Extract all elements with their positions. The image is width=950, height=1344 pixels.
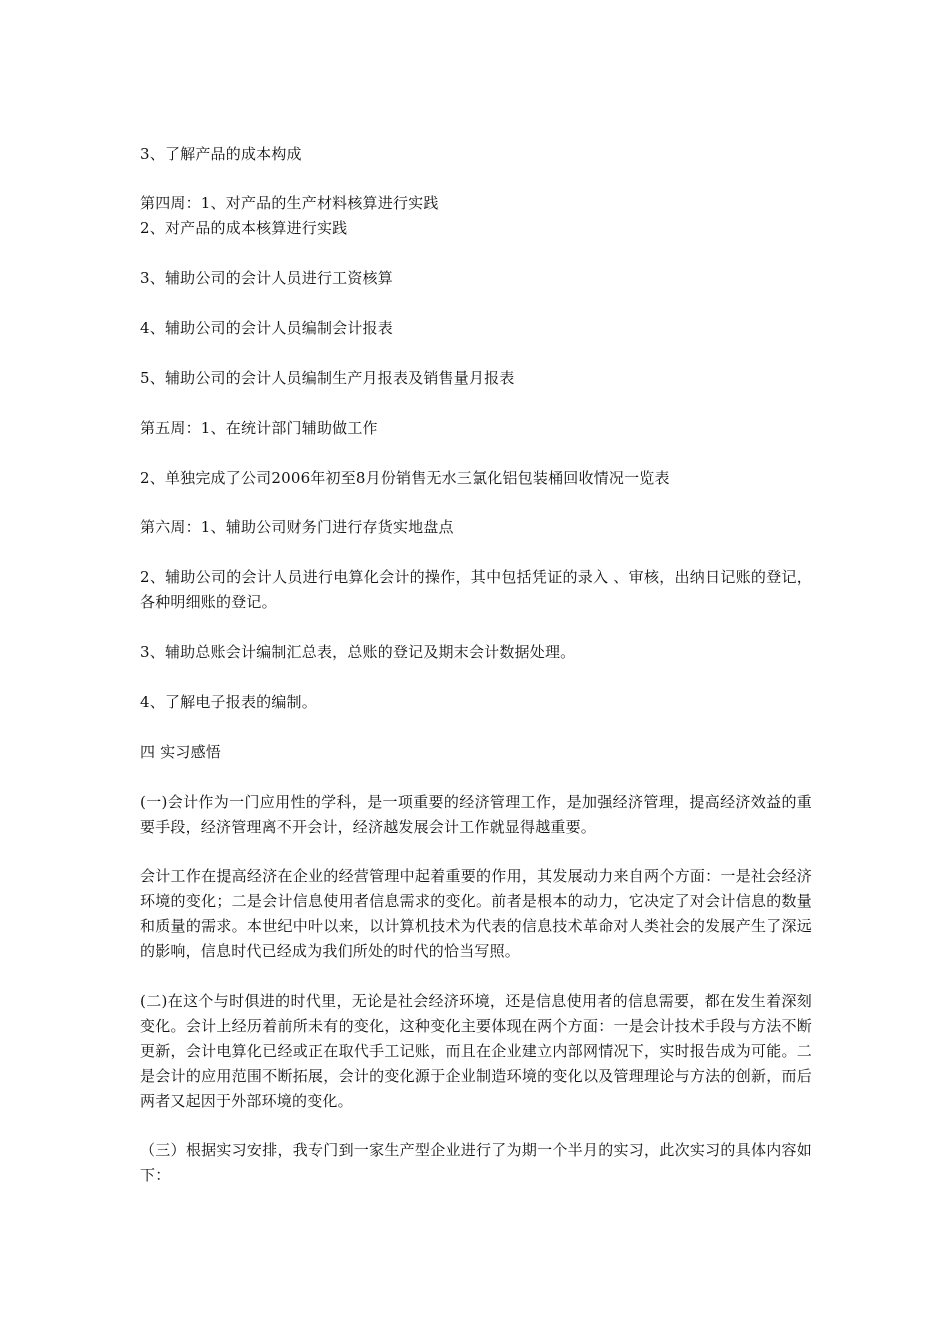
- paragraph-reflection-4: （三）根据实习安排，我专门到一家生产型企业进行了为期一个半月的实习，此次实习的具体内容如下：: [140, 1141, 812, 1184]
- paragraph-week4-item2: 2、对产品的成本核算进行实践: [140, 219, 348, 237]
- paragraph-reflection-3: (二)在这个与时俱进的时代里，无论是社会经济环境，还是信息使用者的信息需要，都在发生着深刻变化。会计上经历着前所未有的变化，这种变化主要体现在两个方面：一是会计技术手段与方法不断更新，会计电算化已经或正在取代手工记账，而且在企业建立内部网情况下，实时报告成为可能。二是会计的应用范围不断拓展，会计的变化源于企业制造环境的变化以及管理理论与方法的创新，而后两者又起因于外部环境的变化。: [140, 992, 812, 1110]
- paragraph-week5-item1: 第五周：1、在统计部门辅助做工作: [140, 419, 378, 437]
- section-heading-internship-reflection: 四 实习感悟: [140, 743, 221, 761]
- paragraph-week5-item2: 2、单独完成了公司2006年初至8月份销售无水三氯化铝包装桶回收情况一览表: [140, 469, 670, 487]
- paragraph-week6-item4: 4、了解电子报表的编制。: [140, 693, 317, 711]
- paragraph-week4-item4: 4、辅助公司的会计人员编制会计报表: [140, 319, 393, 337]
- paragraph-reflection-2: 会计工作在提高经济在企业的经营管理中起着重要的作用，其发展动力来自两个方面：一是社会经济环境的变化；二是会计信息使用者信息需求的变化。前者是根本的动力，它决定了对会计信息的数量和质量的需求。本世纪中叶以来，以计算机技术为代表的信息技术革命对人类社会的发展产生了深远的影响，信息时代已经成为我们所处的时代的恰当写照。: [140, 867, 812, 960]
- paragraph-week6-item2: 2、辅助公司的会计人员进行电算化会计的操作，其中包括凭证的录入 、审核，出纳日记账的登记，各种明细账的登记。: [140, 568, 812, 611]
- paragraph-week4-item1: 第四周：1、对产品的生产材料核算进行实践: [140, 194, 439, 212]
- paragraph-week3-item3: 3、了解产品的成本构成: [140, 145, 302, 163]
- paragraph-week4-item5: 5、辅助公司的会计人员编制生产月报表及销售量月报表: [140, 369, 515, 387]
- paragraph-week4-item3: 3、辅助公司的会计人员进行工资核算: [140, 269, 393, 287]
- paragraph-week6-item1: 第六周：1、辅助公司财务门进行存货实地盘点: [140, 518, 454, 536]
- paragraph-reflection-1: (一)会计作为一门应用性的学科，是一项重要的经济管理工作，是加强经济管理，提高经济效益的重要手段，经济管理离不开会计，经济越发展会计工作就显得越重要。: [140, 793, 812, 836]
- paragraph-week6-item3: 3、辅助总账会计编制汇总表，总账的登记及期末会计数据处理。: [140, 643, 576, 661]
